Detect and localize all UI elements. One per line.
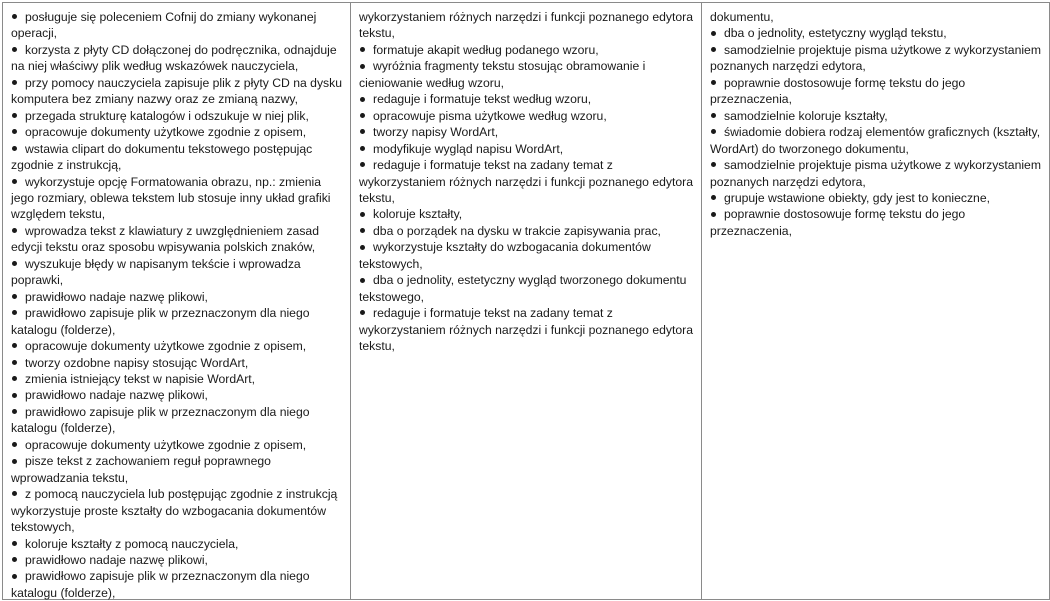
list-item-continuation (11, 58, 342, 74)
list-item-continuation (710, 174, 1041, 190)
bullet-icon (12, 343, 17, 348)
bullet-icon (12, 541, 17, 546)
bullet-icon (12, 310, 17, 315)
list-item (11, 437, 342, 453)
list-item-text: koloruje kształty, (373, 207, 463, 222)
table-row (3, 3, 1050, 600)
list-item-text: wykorzystaniem różnych narzędzi i funkcji poznanego edytora (359, 322, 693, 337)
list-item-continuation (710, 91, 1041, 107)
list-item (11, 536, 342, 552)
list-item-continuation (11, 470, 342, 486)
list-item-text: opracowuje dokumenty użytkowe zgodnie z opisem, (25, 339, 307, 354)
list-item (710, 190, 1041, 206)
list-item-text: WordArt) do tworzonego dokumentu, (709, 141, 909, 156)
bullet-icon (12, 146, 17, 151)
bullet-icon (360, 228, 365, 233)
list-item-continuation (359, 25, 693, 41)
list-item-text: jego rozmiary, oblewa tekstem lub stosuje inny układ grafiki (11, 190, 331, 205)
list-item-text: świadomie dobiera rodzaj elementów graficznych (kształty, (723, 125, 1041, 140)
list-item (359, 141, 693, 157)
list-item-text: poprawnie dostosowuje formę tekstu do jego (723, 75, 966, 90)
list-item-text: tworzy napisy WordArt, (373, 125, 499, 140)
list-item-text: z pomocą nauczyciela lub postępując zgodnie z instrukcją (25, 487, 338, 502)
list-item (11, 289, 342, 305)
list-item-continuation (359, 256, 693, 272)
bullet-icon (360, 97, 365, 102)
list-item-continuation (11, 157, 342, 173)
list-item-text: wykorzystuje proste kształty do wzbogacania dokumentów (11, 503, 326, 518)
list-item-text: pisze tekst z zachowaniem reguł poprawnego (25, 454, 271, 469)
list-item-text: tekstowego, (359, 289, 425, 304)
bullet-icon (12, 459, 17, 464)
list-item (710, 206, 1041, 222)
list-item-text: cieniowanie według wzoru, (359, 75, 504, 90)
list-item (11, 338, 342, 354)
bullet-icon (711, 113, 716, 118)
list-item (710, 157, 1041, 173)
list-item (710, 25, 1041, 41)
list-item (11, 552, 342, 568)
list-item-text: katalogu (folderze), (11, 322, 116, 337)
list-item (359, 124, 693, 140)
list-item-text: poznanych narzędzi edytora, (709, 174, 866, 189)
list-item-continuation (11, 206, 342, 222)
bullet-icon (12, 393, 17, 398)
list-item-continuation (359, 338, 693, 354)
list-item-text: tekstu, (359, 339, 395, 354)
list-item-text: tekstu, (359, 190, 395, 205)
list-item (710, 75, 1041, 91)
list-item (11, 223, 342, 239)
list-item-text: wykorzystaniem różnych narzędzi i funkcji poznanego edytora (359, 10, 693, 24)
column-2-content (359, 9, 693, 595)
list-item (11, 568, 342, 584)
bullet-icon (12, 557, 17, 562)
list-item-continuation (11, 585, 342, 601)
list-item-text: prawidłowo zapisuje plik w przeznaczonym dla niego (25, 569, 310, 584)
column-2-cell (351, 3, 702, 600)
list-item (11, 256, 342, 272)
list-item (11, 387, 342, 403)
list-item-text: redaguje i formatuje tekst na zadany temat z (373, 158, 613, 173)
list-item-text: prawidłowo nadaje nazwę plikowi, (25, 289, 208, 304)
list-item-text: formatuje akapit według podanego wzoru, (373, 42, 599, 57)
list-item-text: zmienia istniejący tekst w napisie WordArt, (25, 371, 256, 386)
list-item-continuation (11, 503, 342, 519)
list-item-continuation (11, 322, 342, 338)
list-item-text: edycji tekstu oraz sposobu wpisywania polskich znaków, (11, 240, 316, 255)
list-item-text: tworzy ozdobne napisy stosując WordArt, (25, 355, 249, 370)
list-item-text: modyfikuje wygląd napisu WordArt, (373, 141, 564, 156)
bullet-icon (360, 47, 365, 52)
list-item-text: poprawki, (11, 273, 64, 288)
list-item-text: przy pomocy nauczyciela zapisuje plik z płyty CD na dysku (25, 75, 343, 90)
list-item (11, 108, 342, 124)
bullet-icon (12, 113, 17, 118)
bullet-icon (12, 261, 17, 266)
list-item (710, 108, 1041, 124)
list-item (359, 206, 693, 222)
list-item (11, 371, 342, 387)
list-item-text: katalogu (folderze), (11, 421, 116, 436)
list-item-text: tekstowych, (11, 520, 75, 535)
list-item-text: tekstu, (359, 26, 395, 41)
list-item-text: wykorzystaniem różnych narzędzi i funkcji poznanego edytora (359, 174, 693, 189)
list-item-text: prawidłowo nadaje nazwę plikowi, (25, 552, 208, 567)
list-item-text: samodzielnie projektuje pisma użytkowe z wykorzystaniem (723, 158, 1041, 173)
list-item-text: opracowuje dokumenty użytkowe zgodnie z opisem, (25, 437, 307, 452)
list-item (359, 157, 693, 173)
bullet-icon (12, 409, 17, 414)
list-item-continuation (710, 9, 1041, 25)
list-item (11, 355, 342, 371)
list-item-text: samodzielnie projektuje pisma użytkowe z wykorzystaniem (723, 42, 1041, 57)
list-item-continuation (11, 25, 342, 41)
bullet-icon (360, 64, 365, 69)
list-item (359, 108, 693, 124)
bullet-icon (12, 491, 17, 496)
bullet-icon (12, 574, 17, 579)
bullet-icon (360, 245, 365, 250)
list-item (710, 42, 1041, 58)
list-item-text: grupuje wstawione obiekty, gdy jest to konieczne, (723, 190, 991, 205)
bullet-icon (12, 129, 17, 134)
list-item (11, 141, 342, 157)
list-item-continuation (11, 91, 342, 107)
bullet-icon (711, 80, 716, 85)
list-item-continuation (11, 519, 342, 535)
list-item-text: przegada strukturę katalogów i odszukuje w niej plik, (25, 108, 309, 123)
list-item (11, 75, 342, 91)
list-item-text: przeznaczenia, (709, 92, 792, 107)
list-item-continuation (710, 223, 1041, 239)
bullet-icon (12, 294, 17, 299)
list-item-text: poprawnie dostosowuje formę tekstu do jego (723, 207, 966, 222)
list-item-text: przeznaczenia, (709, 223, 792, 238)
bullet-icon (12, 47, 17, 52)
list-item-text: poznanych narzędzi edytora, (709, 59, 866, 74)
list-item (359, 223, 693, 239)
list-item (11, 42, 342, 58)
bullet-icon (12, 14, 17, 19)
list-item-continuation (359, 322, 693, 338)
list-item (359, 91, 693, 107)
requirements-table (2, 2, 1050, 600)
list-item-text: redaguje i formatuje tekst na zadany temat z (373, 306, 613, 321)
bullet-icon (360, 129, 365, 134)
list-item-continuation (11, 272, 342, 288)
list-item (11, 404, 342, 420)
list-item-continuation (11, 239, 342, 255)
list-item (11, 453, 342, 469)
list-item-text: wykorzystuje kształty do wzbogacania dokumentów (373, 240, 651, 255)
list-item-continuation (359, 75, 693, 91)
list-item-continuation (359, 174, 693, 190)
list-item (359, 272, 693, 288)
bullet-icon (360, 146, 365, 151)
bullet-icon (711, 195, 716, 200)
list-item-text: dba o jednolity, estetyczny wygląd tworzonego dokumentu (373, 273, 687, 288)
column-1-cell (3, 3, 351, 600)
list-item-text: prawidłowo zapisuje plik w przeznaczonym dla niego (25, 404, 310, 419)
list-item-text: na niej właściwy plik według wskazówek nauczyciela, (11, 59, 299, 74)
bullet-icon (711, 31, 716, 36)
list-item (11, 9, 342, 25)
list-item-text: samodzielnie koloruje kształty, (723, 108, 888, 123)
list-item-continuation (11, 190, 342, 206)
list-item-text: dba o porządek na dysku w trakcie zapisywania prac, (373, 223, 661, 238)
bullet-icon (12, 376, 17, 381)
column-3-content (710, 9, 1041, 595)
bullet-icon (711, 162, 716, 167)
list-item-text: wyszukuje błędy w napisanym tekście i wprowadza (25, 256, 301, 271)
list-item-continuation (710, 58, 1041, 74)
list-item-text: wprowadzania tekstu, (11, 470, 129, 485)
list-item-continuation (11, 420, 342, 436)
list-item-text: opracowuje dokumenty użytkowe zgodnie z opisem, (25, 125, 307, 140)
list-item-text: komputera bez zmiany nazwy oraz ze zmianą nazwy, (11, 92, 298, 107)
list-item (11, 174, 342, 190)
list-item-text: katalogu (folderze), (11, 585, 116, 600)
list-item-text: posługuje się poleceniem Cofnij do zmiany wykonanej (25, 10, 317, 24)
list-item-text: dba o jednolity, estetyczny wygląd tekstu, (723, 26, 947, 41)
list-item-text: prawidłowo zapisuje plik w przeznaczonym dla niego (25, 306, 310, 321)
list-item-continuation (359, 9, 693, 25)
list-item-text: operacji, (11, 26, 58, 41)
bullet-icon (711, 47, 716, 52)
list-item-text: wstawia clipart do dokumentu tekstowego postępując (25, 141, 313, 156)
list-item (11, 486, 342, 502)
bullet-icon (12, 80, 17, 85)
list-item (359, 42, 693, 58)
bullet-icon (360, 212, 365, 217)
list-item-text: wyróżnia fragmenty tekstu stosując obramowanie i (373, 59, 646, 74)
bullet-icon (360, 278, 365, 283)
list-item-text: prawidłowo nadaje nazwę plikowi, (25, 388, 208, 403)
list-item-text: wykorzystuje opcję Formatowania obrazu, np.: zmienia (25, 174, 322, 189)
list-item-text: opracowuje pisma użytkowe według wzoru, (373, 108, 607, 123)
list-item-text: wprowadza tekst z klawiatury z uwzględnieniem zasad (25, 223, 319, 238)
list-item (710, 124, 1041, 140)
bullet-icon (360, 310, 365, 315)
bullet-icon (12, 228, 17, 233)
list-item (359, 239, 693, 255)
bullet-icon (711, 212, 716, 217)
list-item-continuation (359, 289, 693, 305)
list-item (11, 305, 342, 321)
column-3-cell (701, 3, 1049, 600)
list-item-text: redaguje i formatuje tekst według wzoru, (373, 92, 592, 107)
list-item-text: korzysta z płyty CD dołączonej do podręcznika, odnajduje (25, 42, 337, 57)
list-item-continuation (359, 190, 693, 206)
list-item-text: dokumentu, (709, 10, 774, 24)
bullet-icon (12, 360, 17, 365)
bullet-icon (711, 129, 716, 134)
list-item-text: zgodnie z instrukcją, (11, 158, 122, 173)
list-item (11, 124, 342, 140)
list-item-continuation (710, 141, 1041, 157)
list-item (359, 58, 693, 74)
list-item-text: tekstowych, (359, 256, 423, 271)
bullet-icon (360, 113, 365, 118)
bullet-icon (360, 162, 365, 167)
list-item-text: koloruje kształty z pomocą nauczyciela, (25, 536, 239, 551)
bullet-icon (12, 442, 17, 447)
column-1-content (11, 9, 343, 600)
bullet-icon (12, 179, 17, 184)
list-item (359, 305, 693, 321)
list-item-text: względem tekstu, (11, 207, 106, 222)
